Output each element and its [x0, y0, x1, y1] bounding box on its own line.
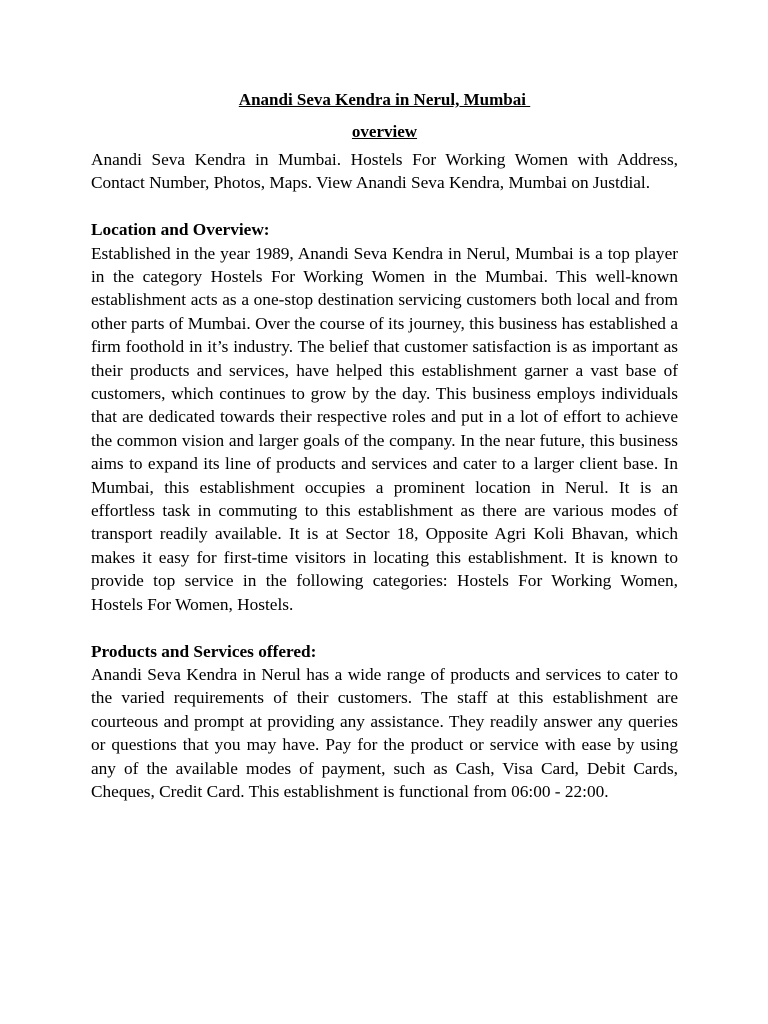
section-heading-products: Products and Services offered:	[91, 641, 317, 661]
document-subtitle: overview	[351, 122, 418, 141]
section-heading-location: Location and Overview:	[91, 220, 270, 240]
document-page	[91, 88, 678, 803]
intro-paragraph: Anandi Seva Kendra in Mumbai. Hostels For Working Women with Address, Contact Number, Photos, Maps. View Anandi Seva Kendra, Mumbai on Justdial.	[91, 150, 678, 193]
section-body-location: Established in the year 1989, Anandi Seva Kendra in Nerul, Mumbai is a top player in the category Hostels For Working Women in the Mumbai. This well-known establishment acts as a one-stop destination servicing customers both local and from other parts of Mumbai. Over the course of its journey, this business has established a firm foothold in it’s industry. The belief that customer satisfaction is as important as their products and services, have helped this establishment garner a vast base of customers, which continues to grow by the day. This business employs individuals that are dedicated towards their respective roles and put in a lot of effort to achieve the common vision and larger goals of the company. In the near future, this business aims to expand its line of products and services and cater to a larger client base. In Mumbai, this establishment occupies a prominent location in Nerul. It is an effortless task in commuting to this establishment as there are various modes of transport readily available. It is at Sector 18, Opposite Agri Koli Bhavan, which makes it easy for first-time visitors in locating this establishment. It is known to provide top service in the following categories: Hostels For Working Women, Hostels For Women, Hostels.	[91, 243, 678, 614]
section-body-products: Anandi Seva Kendra in Nerul has a wide range of products and services to cater to the varied requirements of their customers. The staff at this establishment are courteous and prompt at providing any assistance. They readily answer any queries or questions that you may have. Pay for the product or service with ease by using any of the available modes of payment, such as Cash, Visa Card, Debit Cards, Cheques, Credit Card. This establishment is functional from 06:00 - 22:00.	[91, 664, 678, 801]
document-title: Anandi Seva Kendra in Nerul, Mumbai	[238, 90, 531, 109]
paragraph-spacer	[91, 195, 678, 218]
paragraph-spacer	[91, 616, 678, 639]
